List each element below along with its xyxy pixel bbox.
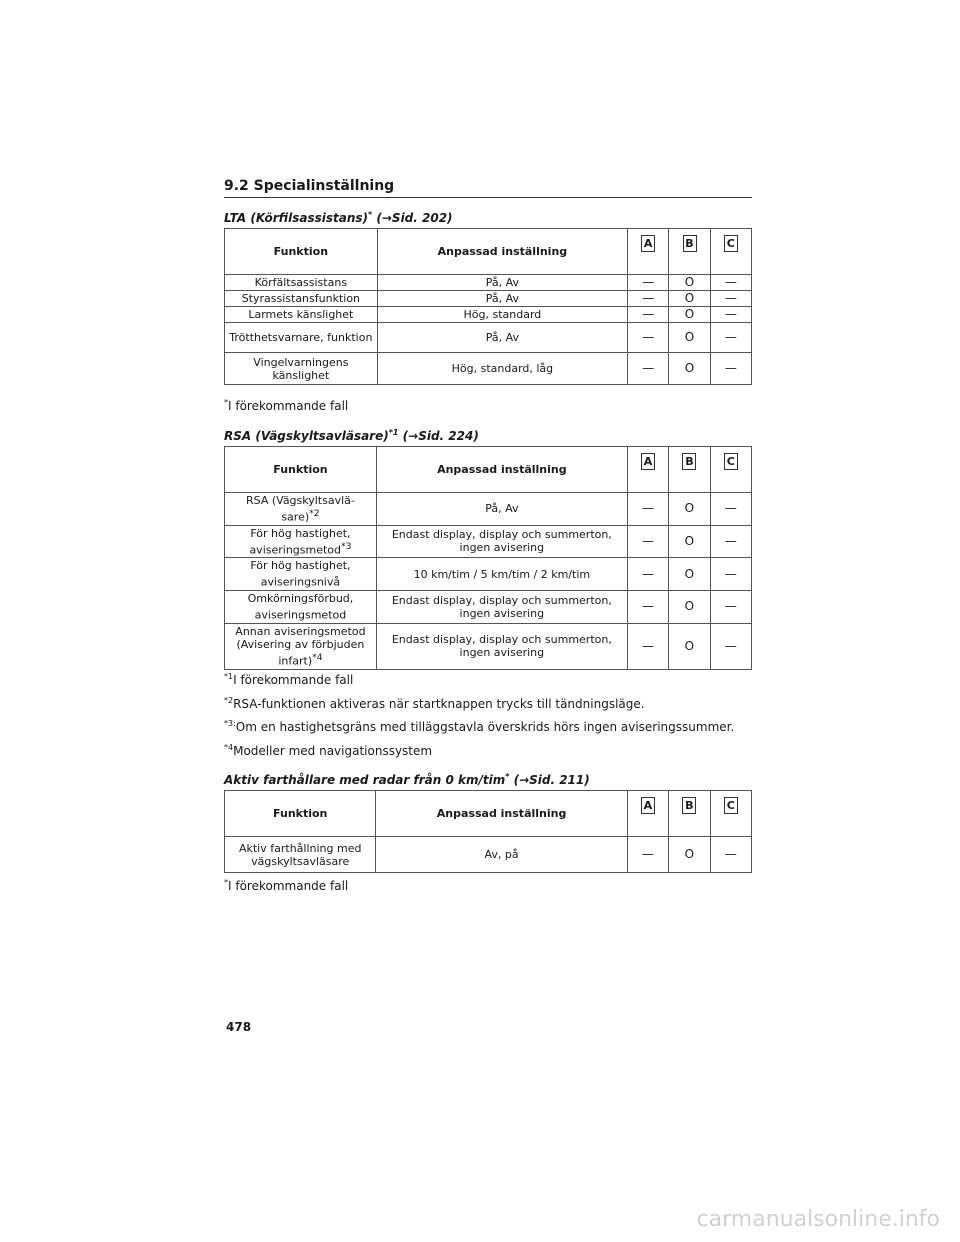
watermark: carmanualsonline.info (696, 1207, 940, 1232)
acc-table (224, 790, 752, 873)
table-row: Vingelvarningens känslighet Hög, standard, låg — O — (225, 353, 752, 385)
col-a: A (628, 229, 669, 275)
col-funktion: Funktion (225, 229, 378, 275)
table-row: Styrassistansfunktion På, Av — O — (225, 291, 752, 307)
col-c: C (710, 791, 751, 837)
rsa-footnote-1: $^{*1}$I förekommande fall (224, 672, 354, 687)
col-a: A (627, 791, 668, 837)
col-funktion: Funktion (225, 447, 377, 493)
col-b: B (669, 447, 710, 493)
lta-title: LTA (Körfilsassistans)* (→Sid. 202) (224, 210, 453, 225)
col-b: B (669, 229, 710, 275)
table-row: Annan aviseringsmetod (Avisering av förbjuden infart)$^{*4}$ Endast display, display och summerton, ingen avisering — O — (225, 623, 752, 669)
table-row: Aktiv farthållning med vägskyltsavläsare Av, på — O — (225, 837, 752, 873)
rsa-footnote-4: $^{*4}$Modeller med navigationssystem (224, 743, 433, 758)
col-c: C (710, 447, 751, 493)
rsa-footnote-3: $^{*3:}$Om en hastighetsgräns med tilläggstavla överskrids hörs ingen aviseringssummer. (224, 719, 735, 734)
col-c: C (710, 229, 751, 275)
table-row: Omkörningsförbud, aviseringsmetod Endast display, display och summerton, ingen avisering — O — (225, 590, 752, 623)
lta-table (224, 228, 752, 385)
table-row: Körfältsassistans På, Av — O — (225, 275, 752, 291)
acc-title: Aktiv farthållare med radar från 0 km/tim* (→Sid. 211) (224, 772, 590, 787)
rsa-footnote-2: $^{*2}$RSA-funktionen aktiveras när startknappen trycks till tändningsläge. (224, 696, 645, 711)
table-row: För hög hastighet, aviseringsmetod$^{*3}$ Endast display, display och summerton, ingen avisering — O — (225, 525, 752, 558)
page-number: 478 (226, 1020, 252, 1034)
col-anpassad: Anpassad inställning (376, 447, 627, 493)
table-row: Trötthetsvarnare, funktion På, Av — O — (225, 323, 752, 353)
col-anpassad: Anpassad inställning (376, 791, 627, 837)
section-heading: 9.2 Specialinställning (224, 178, 752, 198)
rsa-table (224, 446, 752, 670)
col-a: A (627, 447, 668, 493)
acc-footnote: *I förekommande fall (224, 878, 349, 893)
table-row: RSA (Vägskyltsavlä-sare)$^{*2}$ På, Av — O — (225, 493, 752, 526)
col-b: B (669, 791, 710, 837)
lta-footnote: *I förekommande fall (224, 398, 349, 413)
table-row: För hög hastighet, aviseringsnivå 10 km/tim / 5 km/tim / 2 km/tim — O — (225, 558, 752, 591)
col-funktion: Funktion (225, 791, 376, 837)
table-row: Larmets känslighet Hög, standard — O — (225, 307, 752, 323)
col-anpassad: Anpassad inställning (377, 229, 627, 275)
rsa-title: RSA (Vägskyltsavläsare)$^{*1}$ (→Sid. 224) (224, 428, 479, 443)
